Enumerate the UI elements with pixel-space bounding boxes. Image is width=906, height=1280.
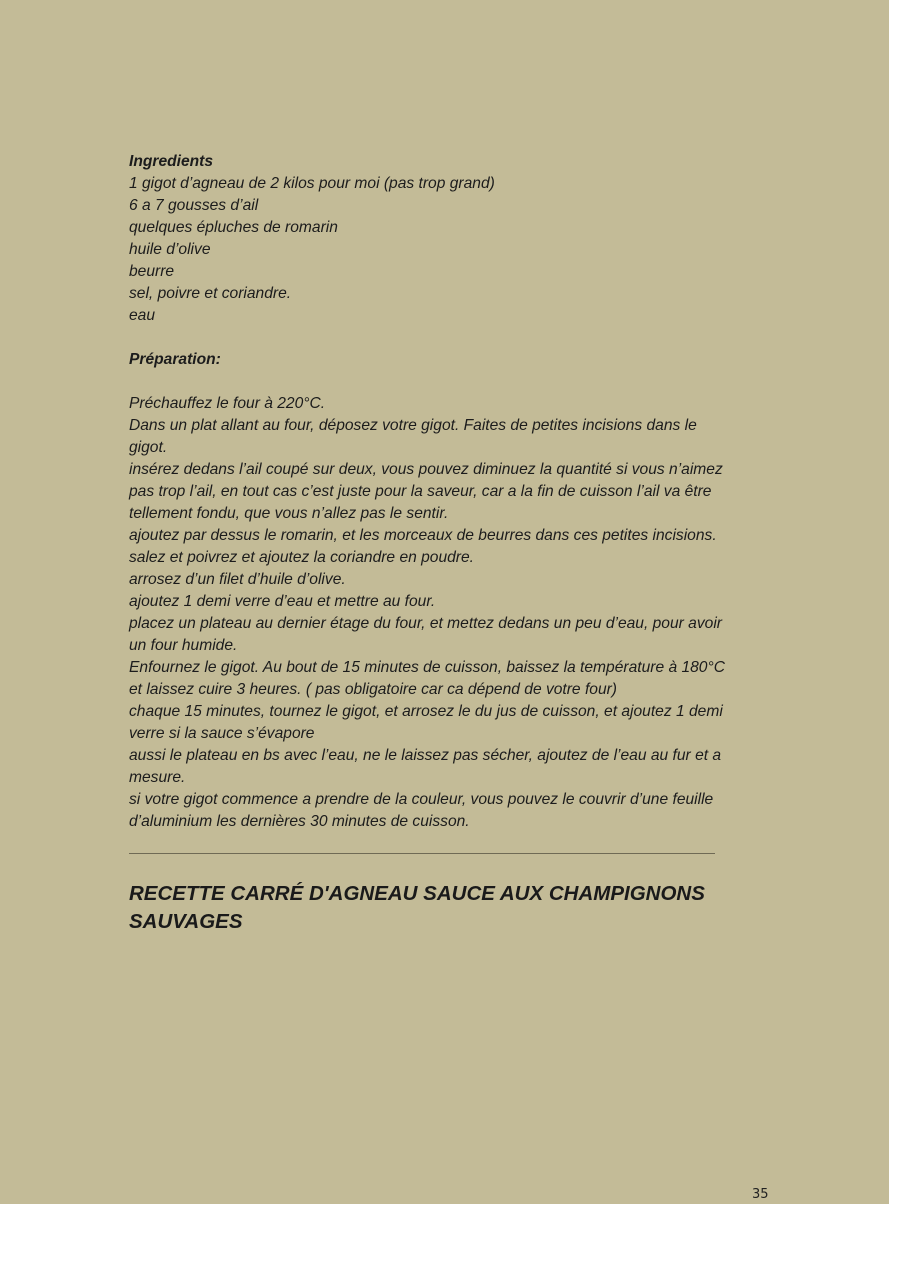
preparation-line: un four humide. [129, 637, 238, 654]
preparation-line: gigot. [129, 439, 168, 456]
preparation-steps [129, 393, 779, 833]
ingredient-item: eau [129, 307, 156, 324]
preparation-line: Dans un plat allant au four, déposez votre gigot. Faites de petites incisions dans le [129, 417, 697, 434]
preparation-line: mesure. [129, 769, 186, 786]
preparation-line: ajoutez par dessus le romarin, et les morceaux de beurres dans ces petites incisions. [129, 527, 717, 544]
next-recipe-title-line: RECETTE CARRÉ D'AGNEAU SAUCE AUX CHAMPIGNONS [129, 882, 705, 905]
preparation-line: tellement fondu, que vous n’allez pas le sentir. [129, 505, 449, 522]
preparation-line: verre si la sauce s’évapore [129, 725, 315, 742]
preparation-line: insérez dedans l’ail coupé sur deux, vous pouvez diminuez la quantité si vous n’aimez [129, 461, 723, 478]
recipe-body [129, 151, 779, 833]
preparation-line: chaque 15 minutes, tournez le gigot, et arrosez le du jus de cuisson, et ajoutez 1 demi [129, 703, 723, 720]
ingredients-list [129, 173, 779, 327]
preparation-line: placez un plateau au dernier étage du four, et mettez dedans un peu d’eau, pour avoir [129, 615, 722, 632]
next-recipe-title-line: SAUVAGES [129, 910, 243, 933]
ingredient-item: quelques épluches de romarin [129, 219, 338, 236]
preparation-line: si votre gigot commence a prendre de la couleur, vous pouvez le couvrir d’une feuille [129, 791, 714, 808]
ingredient-item: sel, poivre et coriandre. [129, 285, 292, 302]
preparation-line: salez et poivrez et ajoutez la coriandre en poudre. [129, 549, 475, 566]
preparation-line: aussi le plateau en bs avec l’eau, ne le laissez pas sécher, ajoutez de l’eau au fur et a [129, 747, 722, 764]
page-number: 35 [752, 1187, 769, 1202]
preparation-line: Enfournez le gigot. Au bout de 15 minutes de cuisson, baissez la température à 180°C [129, 659, 725, 676]
next-recipe-title [129, 880, 779, 936]
preparation-heading: Préparation: [129, 351, 221, 368]
preparation-line: Préchauffez le four à 220°C. [129, 395, 326, 412]
preparation-line: pas trop l’ail, en tout cas c’est juste pour la saveur, car a la fin de cuisson l’ail va être [129, 483, 712, 500]
ingredient-item: 6 a 7 gousses d’ail [129, 197, 259, 214]
preparation-line: arrosez d’un filet d’huile d’olive. [129, 571, 346, 588]
preparation-line: d’aluminium les dernières 30 minutes de cuisson. [129, 813, 470, 830]
ingredient-item: 1 gigot d’agneau de 2 kilos pour moi (pas trop grand) [129, 175, 495, 192]
preparation-line: ajoutez 1 demi verre d’eau et mettre au four. [129, 593, 436, 610]
section-divider [129, 853, 715, 854]
ingredient-item: beurre [129, 263, 175, 280]
spacer [129, 371, 779, 393]
preparation-line: et laissez cuire 3 heures. ( pas obligatoire car ca dépend de votre four) [129, 681, 618, 698]
ingredient-item: huile d’olive [129, 241, 211, 258]
spacer [129, 327, 779, 349]
ingredients-heading: Ingredients [129, 153, 214, 170]
